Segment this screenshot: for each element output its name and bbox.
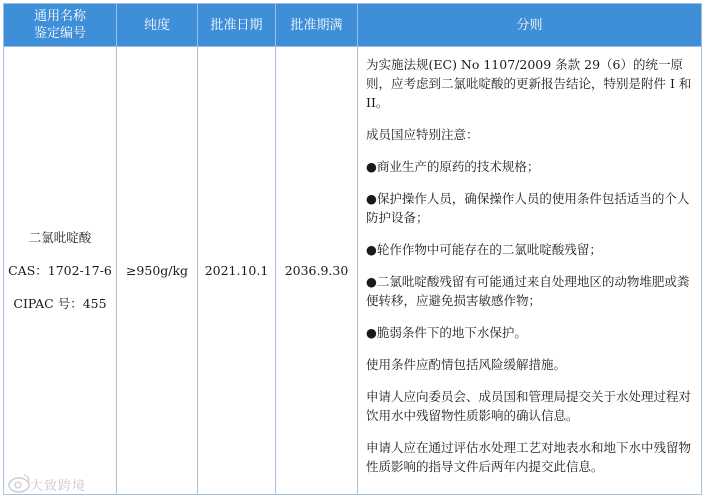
provision-paragraph: 成员国应特别注意： [366, 127, 479, 142]
header-common-name [4, 4, 117, 47]
purity-cell: ≥950g/kg [117, 47, 198, 495]
provision-bullet: ●保护操作人员，确保操作人员的使用条件包括适当的个人防护设备； [366, 191, 690, 225]
header-name-line2: 鉴定编号 [33, 26, 86, 41]
header-purity: 纯度 [117, 4, 198, 47]
provision-paragraph: 为实施法规(EC) No 1107/2009 条款 29（6）的统一原则，应考虑到二氯吡啶酸的更新报告结论，特别是附件 I 和 II。 [366, 57, 692, 110]
cas-number: CAS：1702-17-6 [8, 262, 112, 278]
header-approval-date: 批准日期 [198, 4, 276, 47]
provision-paragraph: 申请人应向委员会、成员国和管理局提交关于水处理过程对饮用水中残留物性质影响的确认信息。 [366, 389, 692, 423]
header-name-line1: 通用名称 [33, 9, 86, 24]
substance-identity-cell [4, 47, 117, 495]
provision-paragraph: 申请人应在通过评估水处理工艺对地表水和地下水中残留物性质影响的指导文件后两年内提交此信息。 [366, 440, 692, 474]
cipac-number: CIPAC 号：455 [13, 295, 107, 311]
header-provisions: 分则 [358, 4, 702, 47]
provision-bullet: ●二氯吡啶酸残留有可能通过来自处理地区的动物堆肥或粪便转移，应避免损害敏感作物； [366, 274, 690, 308]
approval-date-cell: 2021.10.1 [198, 47, 276, 495]
provision-bullet: ●商业生产的原药的技术规格； [366, 159, 540, 174]
header-expiry: 批准期满 [276, 4, 358, 47]
table-row [4, 47, 702, 495]
substance-name: 二氯吡啶酸 [28, 229, 92, 245]
provision-paragraph: 使用条件应酌情包括风险缓解措施。 [366, 357, 567, 372]
provision-bullet: ●轮作作物中可能存在的二氯吡啶酸残留； [366, 242, 602, 257]
provision-bullet: ●脆弱条件下的地下水保护。 [366, 325, 527, 340]
regulation-table [3, 3, 702, 495]
table-header-row [4, 4, 702, 47]
watermark-text: 大致跨境 [30, 479, 87, 494]
expiry-cell: 2036.9.30 [276, 47, 358, 495]
provisions-cell [358, 47, 702, 495]
